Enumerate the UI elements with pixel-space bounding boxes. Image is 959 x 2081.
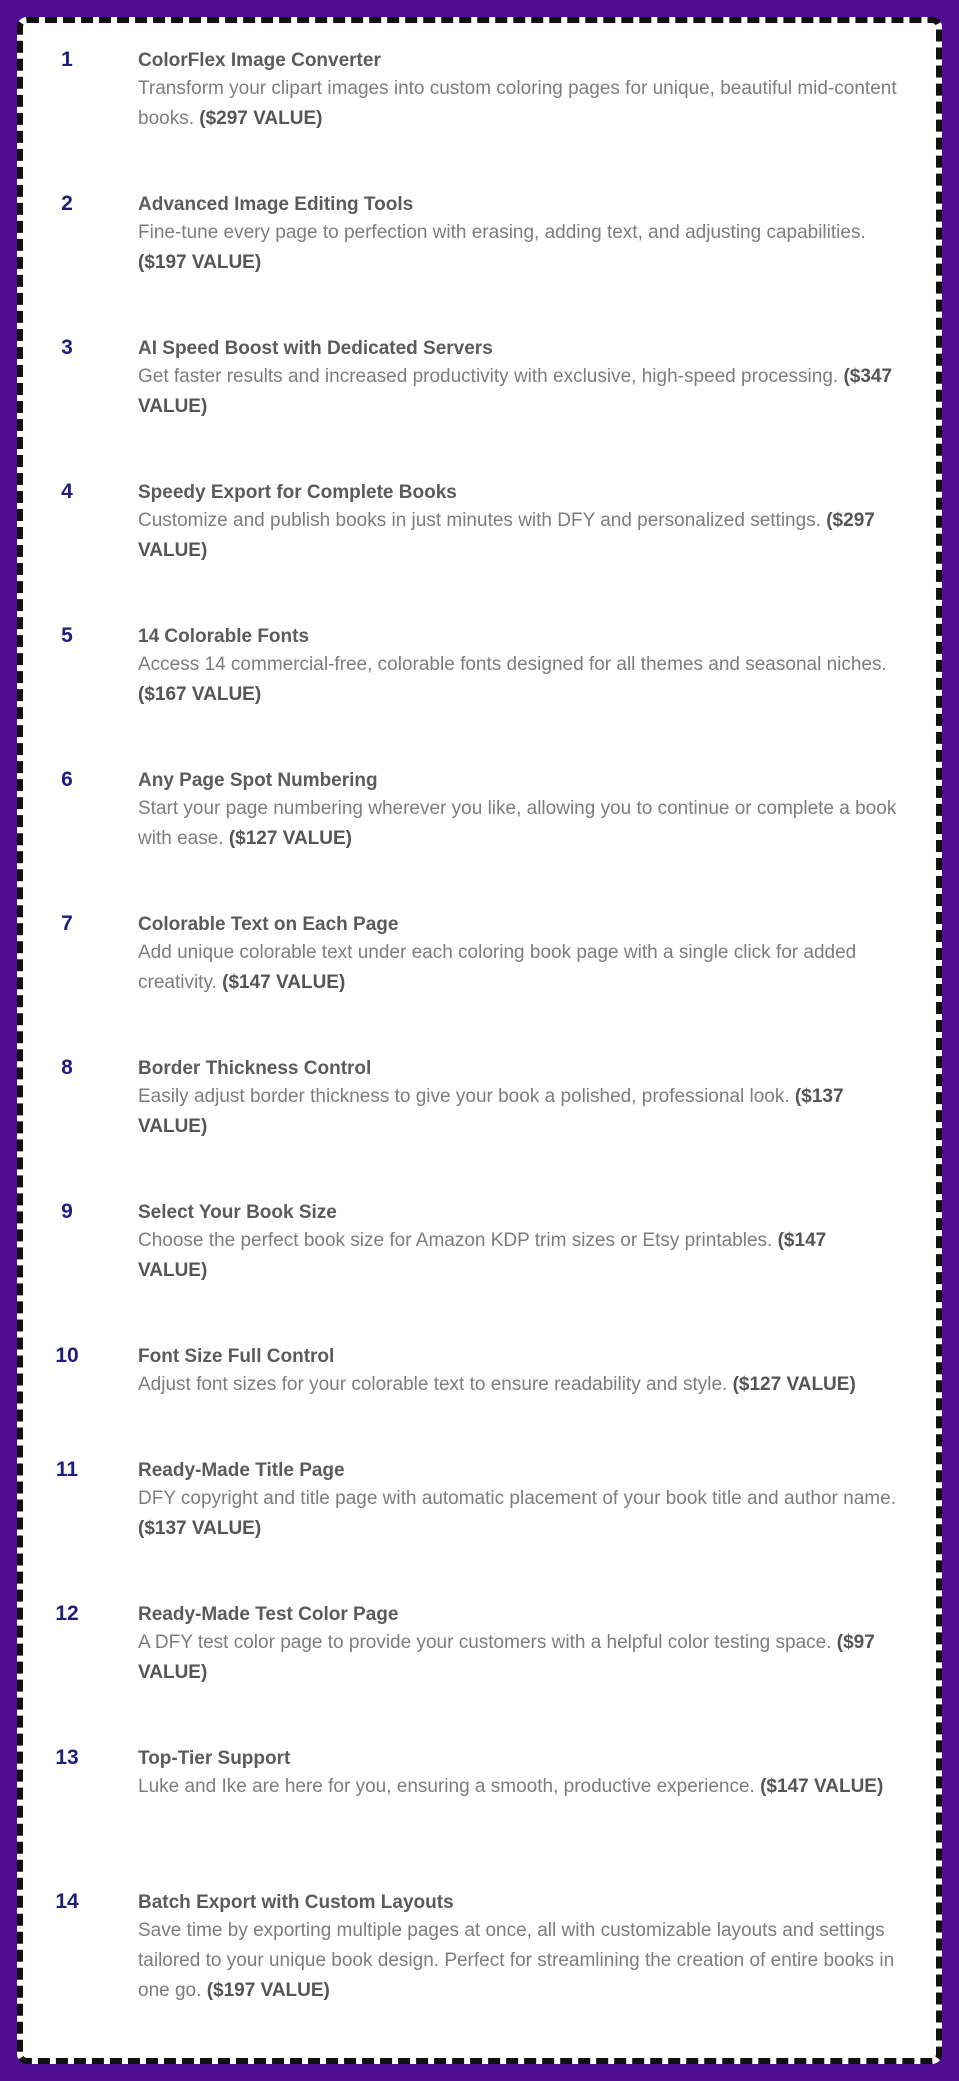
feature-description: Transform your clipart images into custom coloring pages for unique, beautiful mid-content books. [138, 78, 897, 129]
feature-title: Border Thickness Control [138, 1058, 372, 1079]
feature-content [138, 911, 900, 998]
feature-number: 6 [61, 768, 73, 791]
feature-title: Speedy Export for Complete Books [138, 482, 457, 503]
feature-title: Batch Export with Custom Layouts [138, 1892, 454, 1913]
feature-description: Customize and publish books in just minutes with DFY and personalized settings. [138, 510, 821, 531]
feature-value: ($347 VALUE) [138, 366, 893, 417]
feature-content [138, 1745, 900, 1802]
feature-value: ($147 VALUE) [138, 1230, 827, 1281]
feature-number: 1 [61, 48, 73, 71]
feature-content [138, 623, 900, 710]
feature-description-block [138, 1370, 900, 1400]
feature-content [138, 1343, 900, 1400]
feature-value: ($137 VALUE) [138, 1518, 262, 1539]
feature-description: Start your page numbering wherever you like, allowing you to continue or complete a book with ease. [138, 798, 897, 849]
feature-title: Colorable Text on Each Page [138, 914, 399, 935]
feature-description-block [138, 650, 900, 710]
feature-content [138, 1601, 900, 1688]
feature-description-block [138, 1226, 900, 1286]
feature-content [138, 1889, 900, 2006]
feature-value: ($197 VALUE) [138, 252, 262, 273]
feature-content [138, 1055, 900, 1142]
feature-content [138, 47, 900, 134]
feature-description-block [138, 794, 900, 854]
feature-list-card [17, 17, 942, 2064]
feature-number: 5 [61, 624, 73, 647]
feature-value: ($167 VALUE) [138, 684, 262, 705]
feature-number: 4 [61, 480, 73, 503]
feature-value: ($127 VALUE) [732, 1374, 856, 1395]
feature-title: Ready-Made Title Page [138, 1460, 345, 1481]
feature-description: Choose the perfect book size for Amazon KDP trim sizes or Etsy printables. [138, 1230, 773, 1251]
feature-title: Select Your Book Size [138, 1202, 337, 1223]
feature-description-block [138, 1628, 900, 1688]
feature-description-block [138, 1082, 900, 1142]
feature-description: Add unique colorable text under each coloring book page with a single click for added creativity. [138, 942, 857, 993]
feature-description: A DFY test color page to provide your customers with a helpful color testing space. [138, 1632, 832, 1653]
feature-content [138, 767, 900, 854]
feature-value: ($197 VALUE) [206, 1980, 330, 2001]
feature-description-block [138, 506, 900, 566]
feature-number: 9 [61, 1200, 73, 1223]
feature-description-block [138, 1772, 900, 1802]
feature-title: Font Size Full Control [138, 1346, 335, 1367]
feature-title: Advanced Image Editing Tools [138, 194, 414, 215]
feature-number: 13 [55, 1746, 79, 1769]
feature-description: Luke and Ike are here for you, ensuring a smooth, productive experience. [138, 1776, 755, 1797]
feature-value: ($137 VALUE) [138, 1086, 844, 1137]
feature-content [138, 191, 900, 278]
feature-number: 12 [55, 1602, 79, 1625]
feature-number: 14 [55, 1890, 79, 1913]
feature-description-block [138, 362, 900, 422]
feature-description: Access 14 commercial-free, colorable fonts designed for all themes and seasonal niches. [138, 654, 887, 675]
feature-description-block [138, 1916, 900, 2006]
feature-title: Ready-Made Test Color Page [138, 1604, 399, 1625]
feature-description-block [138, 218, 900, 278]
feature-description: Get faster results and increased productivity with exclusive, high-speed processing. [138, 366, 839, 387]
feature-value: ($97 VALUE) [138, 1632, 875, 1683]
feature-number: 10 [55, 1344, 79, 1367]
feature-title: Any Page Spot Numbering [138, 770, 378, 791]
feature-title: AI Speed Boost with Dedicated Servers [138, 338, 493, 359]
feature-description: Adjust font sizes for your colorable text to ensure readability and style. [138, 1374, 728, 1395]
feature-content [138, 1199, 900, 1286]
feature-description-block [138, 938, 900, 998]
feature-number: 11 [55, 1458, 79, 1481]
feature-description: Fine-tune every page to perfection with erasing, adding text, and adjusting capabilities. [138, 222, 866, 243]
feature-value: ($147 VALUE) [760, 1776, 884, 1797]
feature-value: ($297 VALUE) [138, 510, 875, 561]
feature-title: ColorFlex Image Converter [138, 50, 381, 71]
feature-number: 8 [61, 1056, 73, 1079]
feature-content [138, 1457, 900, 1544]
feature-value: ($127 VALUE) [228, 828, 353, 849]
feature-value: ($297 VALUE) [199, 108, 323, 129]
feature-description-block [138, 74, 900, 134]
feature-description: DFY copyright and title page with automatic placement of your book title and author name. [138, 1488, 896, 1509]
feature-title: Top-Tier Support [138, 1748, 291, 1769]
feature-content [138, 335, 900, 422]
feature-description-block [138, 1484, 900, 1544]
feature-description: Save time by exporting multiple pages at once, all with customizable layouts and settings tailored to your unique book design. Perfect for streamlining the creation of entire books in one go. [138, 1920, 895, 2001]
feature-description: Easily adjust border thickness to give your book a polished, professional look. [138, 1086, 790, 1107]
feature-number: 7 [61, 912, 73, 935]
feature-title: 14 Colorable Fonts [138, 626, 310, 647]
feature-number: 2 [61, 192, 73, 215]
feature-content [138, 479, 900, 566]
feature-number: 3 [61, 336, 73, 359]
feature-value: ($147 VALUE) [222, 972, 346, 993]
